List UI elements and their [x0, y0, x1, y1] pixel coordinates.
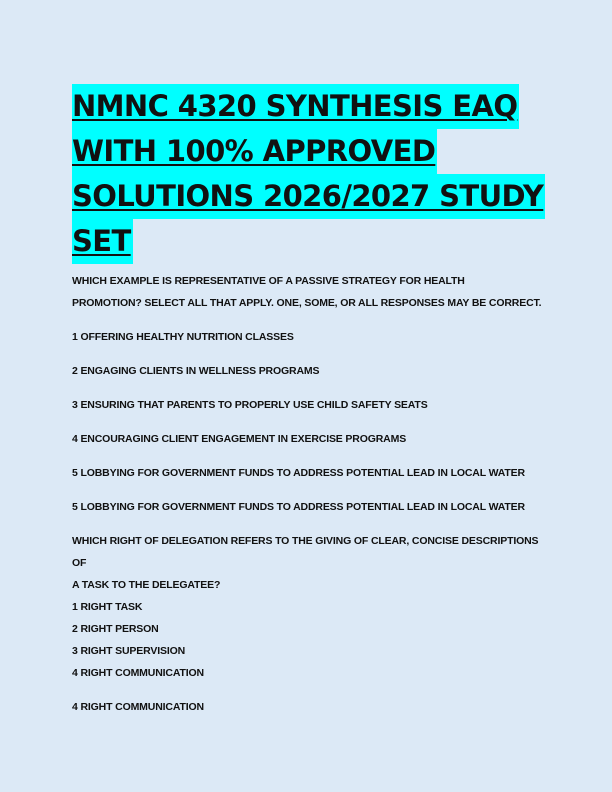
- question-2-option-2: 2 RIGHT PERSON: [72, 623, 159, 635]
- question-1-option-2: 2 ENGAGING CLIENTS IN WELLNESS PROGRAMS: [72, 365, 320, 377]
- title-line-1: NMNC 4320 SYNTHESIS EAQ: [72, 84, 519, 129]
- question-2-option-1: 1 RIGHT TASK: [72, 601, 143, 613]
- question-2-line-1: WHICH RIGHT OF DELEGATION REFERS TO THE GIVING OF CLEAR, CONCISE DESCRIPTIONS OF: [72, 535, 539, 569]
- question-1-line-1: WHICH EXAMPLE IS REPRESENTATIVE OF A PASSIVE STRATEGY FOR HEALTH: [72, 275, 465, 287]
- title-line-4: SET: [72, 219, 133, 264]
- title-line-3: SOLUTIONS 2026/2027 STUDY: [72, 174, 545, 219]
- question-2-option-3: 3 RIGHT SUPERVISION: [72, 645, 186, 657]
- document-content: [72, 84, 542, 718]
- question-1-option-1: 1 OFFERING HEALTHY NUTRITION CLASSES: [72, 331, 294, 343]
- question-1-line-2: PROMOTION? SELECT ALL THAT APPLY. ONE, SOME, OR ALL RESPONSES MAY BE CORRECT.: [72, 297, 542, 309]
- question-2-answer: 4 RIGHT COMMUNICATION: [72, 701, 204, 713]
- question-2: [72, 530, 542, 718]
- question-1-option-3: 3 ENSURING THAT PARENTS TO PROPERLY USE CHILD SAFETY SEATS: [72, 399, 428, 411]
- question-2-line-2: A TASK TO THE DELEGATEE?: [72, 579, 221, 591]
- question-1-answer: 5 LOBBYING FOR GOVERNMENT FUNDS TO ADDRESS POTENTIAL LEAD IN LOCAL WATER: [72, 501, 525, 513]
- question-1-option-4: 4 ENCOURAGING CLIENT ENGAGEMENT IN EXERCISE PROGRAMS: [72, 433, 407, 445]
- title-line-2: WITH 100% APPROVED: [72, 129, 437, 174]
- question-2-option-4: 4 RIGHT COMMUNICATION: [72, 667, 204, 679]
- question-1: [72, 270, 542, 518]
- question-1-option-5: 5 LOBBYING FOR GOVERNMENT FUNDS TO ADDRESS POTENTIAL LEAD IN LOCAL WATER: [72, 467, 525, 479]
- document-title: [72, 84, 542, 264]
